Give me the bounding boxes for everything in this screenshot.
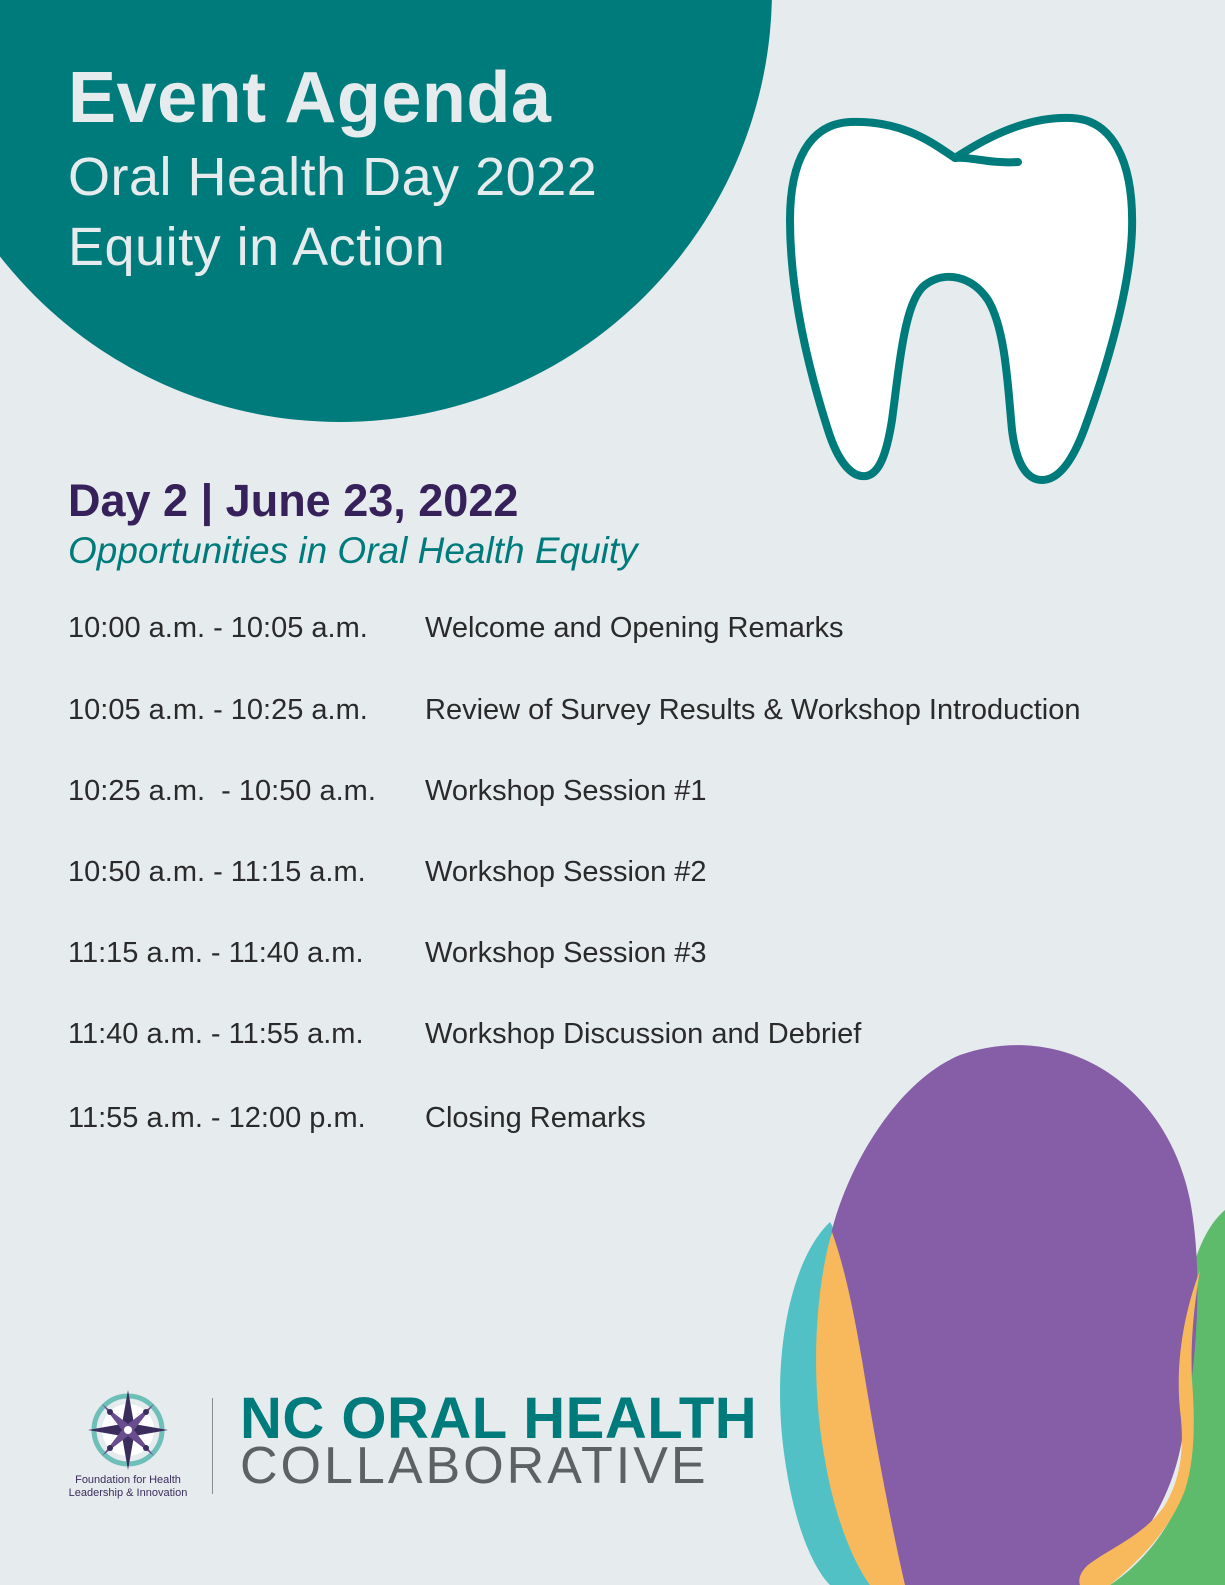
agenda-session: Workshop Session #1 [425, 775, 707, 807]
compass-star-icon [86, 1388, 170, 1472]
footer-logos [62, 1388, 762, 1508]
agenda-time: 10:25 a.m. - 10:50 a.m. [68, 775, 376, 807]
agenda-time: 10:00 a.m. - 10:05 a.m. [68, 612, 368, 644]
agenda-session: Workshop Session #3 [425, 937, 707, 969]
event-name: Oral Health Day 2022 [68, 147, 598, 207]
collaborative-subname: COLLABORATIVE [240, 1437, 709, 1495]
foundation-name-line1: Foundation for Health [75, 1474, 181, 1486]
agenda-session: Workshop Discussion and Debrief [425, 1018, 862, 1050]
foundation-name-line2: Leadership & Innovation [68, 1486, 188, 1499]
agenda-time: 11:40 a.m. - 11:55 a.m. [68, 1018, 364, 1050]
tooth-icon [790, 118, 1132, 480]
day-theme: Opportunities in Oral Health Equity [68, 530, 638, 571]
logo-divider [212, 1398, 213, 1494]
collaborative-name: NC ORAL HEALTH [240, 1386, 758, 1451]
agenda-session: Closing Remarks [425, 1102, 646, 1134]
agenda-time: 10:05 a.m. - 10:25 a.m. [68, 694, 368, 726]
page-title: Event Agenda [68, 58, 552, 138]
foundation-name [62, 1474, 194, 1499]
header [68, 58, 598, 277]
day-heading: Day 2 | June 23, 2022 [68, 475, 519, 526]
agenda-time: 10:50 a.m. - 11:15 a.m. [68, 856, 366, 888]
agenda-session: Workshop Session #2 [425, 856, 707, 888]
agenda-time: 11:15 a.m. - 11:40 a.m. [68, 937, 364, 969]
agenda-session: Welcome and Opening Remarks [425, 612, 844, 644]
event-tagline: Equity in Action [68, 217, 446, 277]
agenda-time: 11:55 a.m. - 12:00 p.m. [68, 1102, 366, 1134]
agenda-session: Review of Survey Results & Workshop Introduction [425, 694, 1081, 726]
